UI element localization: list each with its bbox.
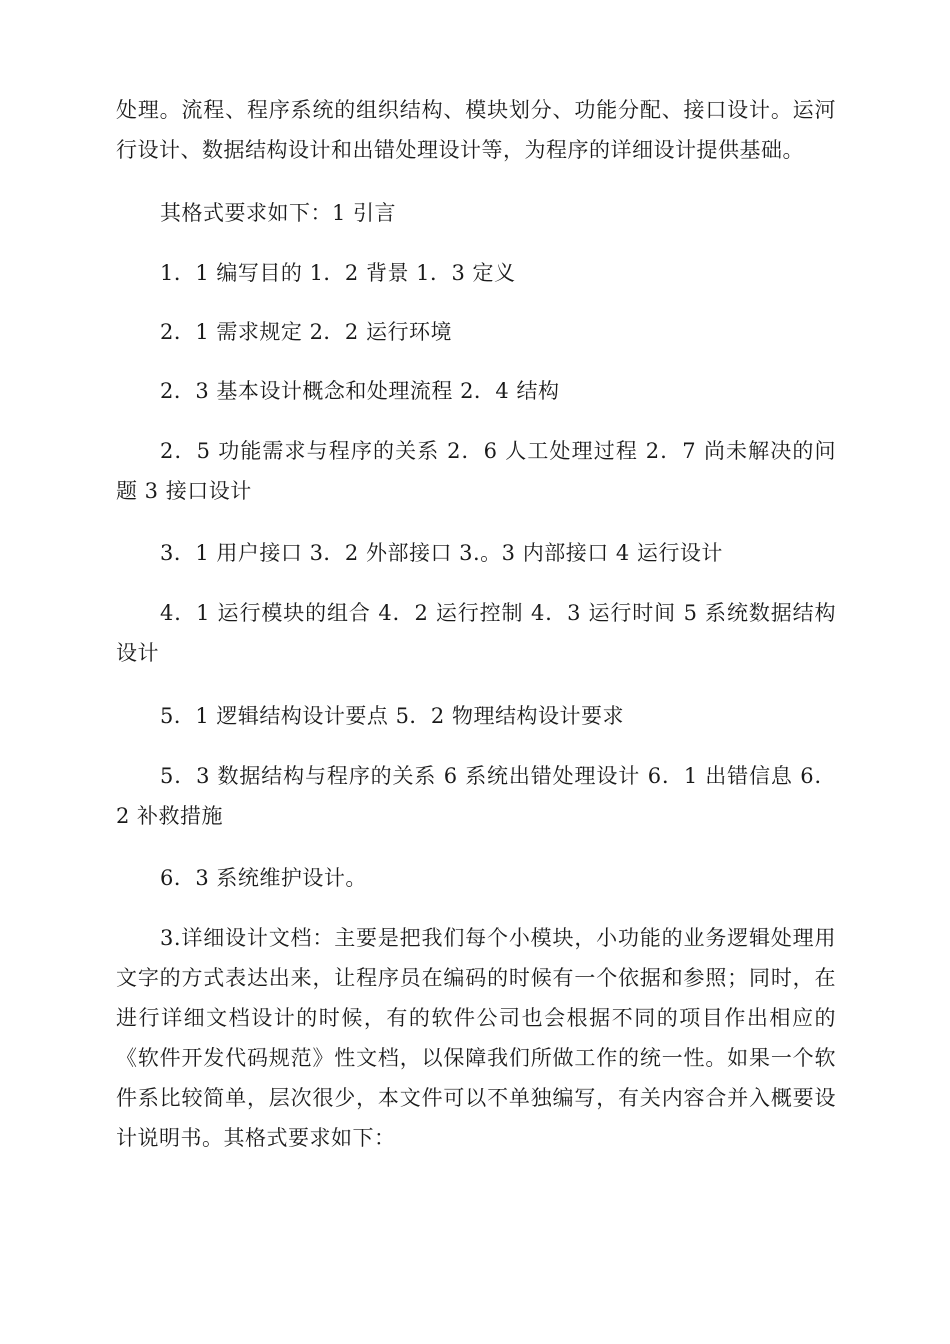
paragraph-1: 1．1 编写目的 1．2 背景 1．3 定义 — [160, 261, 516, 285]
paragraph-2-3: 2．3 基本设计概念和处理流程 2．4 结构 — [160, 379, 560, 403]
paragraph-format: 其格式要求如下：1 引言 — [160, 201, 397, 225]
paragraph-intro: 处理。流程、程序系统的组织结构、模块划分、功能分配、接口设计。运河行设计、数据结构设计和出错处理设计等，为程序的详细设计提供基础。 — [116, 98, 836, 162]
paragraph-detailed-design: 3.详细设计文档：主要是把我们每个小模块，小功能的业务逻辑处理用文字的方式表达出来，让程序员在编码的时候有一个依据和参照；同时，在进行详细文档设计的时候，有的软件公司也会根据不同的项目作出相应的《软件开发代码规范》性文档，以保障我们所做工作的统一性。如果一个软件系比较简单，层次很少，本文件可以不单独编写，有关内容合并入概要设计说明书。其格式要求如下： — [116, 926, 836, 1150]
paragraph-2-5: 2．5 功能需求与程序的关系 2．6 人工处理过程 2．7 尚未解决的问题 3 接口设计 — [116, 439, 836, 503]
paragraph-5-3: 5．3 数据结构与程序的关系 6 系统出错处理设计 6．1 出错信息 6．2 补救措施 — [116, 764, 836, 828]
paragraph-2-1: 2．1 需求规定 2．2 运行环境 — [160, 320, 452, 344]
paragraph-6-3: 6．3 系统维护设计。 — [160, 866, 367, 890]
paragraph-5-1: 5．1 逻辑结构设计要点 5．2 物理结构设计要求 — [160, 704, 624, 728]
paragraph-3: 3．1 用户接口 3．2 外部接口 3.。3 内部接口 4 运行设计 — [160, 541, 723, 565]
paragraph-4: 4．1 运行模块的组合 4．2 运行控制 4．3 运行时间 5 系统数据结构设计 — [116, 601, 836, 665]
